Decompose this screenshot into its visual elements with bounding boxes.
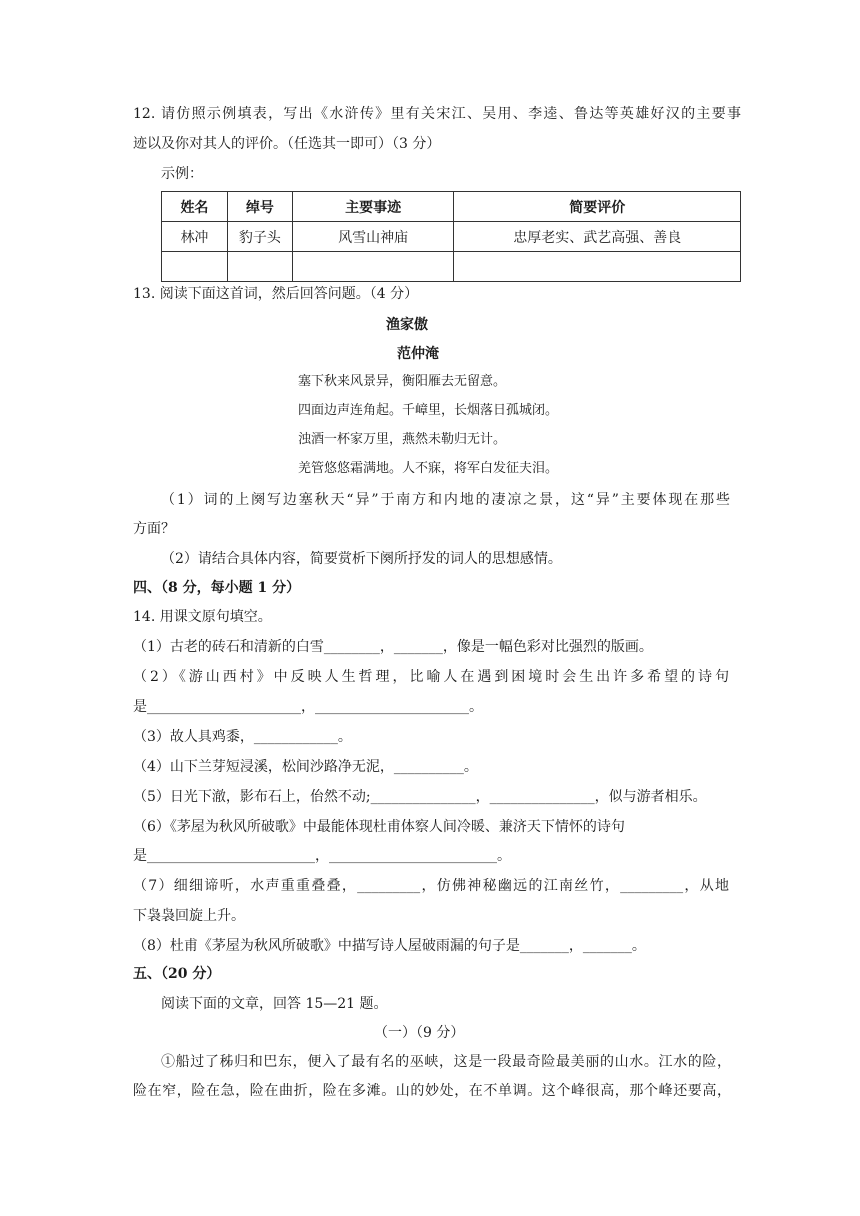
q14-item-6-line1: （6）《茅屋为秋风所破歌》中最能体现杜甫体察人间冷暖、兼济天下情怀的诗句: [133, 819, 625, 835]
q14-item-5: （5）日光下澈，影布石上，佁然不动;_______________，_______________，似与游者相乐。: [133, 789, 707, 805]
q13-prompt: 13. 阅读下面这首词，然后回答问题。（4 分）: [133, 286, 419, 302]
poem-line-1: 塞下秋来风景异，衡阳雁去无留意。: [298, 374, 507, 389]
poem-line-4: 羌管悠悠霜满地。人不寐，将军白发征夫泪。: [298, 461, 559, 476]
section4-heading: 四、（8 分，每小题 1 分）: [133, 580, 301, 596]
passage-line-1: ①船过了秭归和巴东，便入了最有名的巫峡，这是一段最奇险最美丽的山水。江水的险，: [161, 1054, 731, 1070]
blank-cell-evaluation[interactable]: [454, 252, 741, 282]
q14-item-6-line2: 是________________________，________________________。: [133, 848, 511, 864]
poem-author: 范仲淹: [397, 346, 439, 362]
cell-deeds: 风雪山神庙: [292, 222, 454, 252]
q14-item-4: （4）山下兰芽短浸溪，松间沙路净无泥，__________。: [133, 759, 478, 775]
cell-nickname: 豹子头: [227, 222, 292, 252]
cell-evaluation: 忠厚老实、武艺高强、善良: [454, 222, 741, 252]
table-row-example: [162, 222, 741, 252]
q12-table: [161, 191, 741, 282]
q14-item-3: （3）故人具鸡黍，____________。: [133, 729, 352, 745]
poem-line-3: 浊酒一杯家万里，燕然未勒归无计。: [298, 432, 507, 447]
passage-line-2: 险在窄，险在急，险在曲折，险在多滩。山的妙处，在不单调。这个峰很高，那个峰还要高，: [133, 1083, 731, 1099]
q13-sub2: （2）请结合具体内容，简要赏析下阕所抒发的词人的思想感情。: [161, 551, 562, 567]
q14-item-7-line2: 下袅袅回旋上升。: [133, 908, 245, 924]
poem-title: 渔家傲: [386, 317, 428, 333]
header-evaluation: 简要评价: [454, 192, 741, 222]
blank-cell-nickname[interactable]: [227, 252, 292, 282]
blank-cell-deeds[interactable]: [292, 252, 454, 282]
part1-title: （一）（9 分）: [374, 1025, 465, 1041]
section5-heading: 五、（20 分）: [133, 966, 221, 982]
table-row-blank: [162, 252, 741, 282]
q12-prompt-line2: 迹以及你对其人的评价。（任选其一即可）（3 分）: [133, 136, 441, 152]
header-deeds: 主要事迹: [292, 192, 454, 222]
header-nickname: 绰号: [227, 192, 292, 222]
q12-prompt-line1: 12. 请仿照示例填表，写出《水浒传》里有关宋江、吴用、李逵、鲁达等英雄好汉的主要事: [133, 106, 741, 122]
poem-line-2: 四面边声连角起。千嶂里，长烟落日孤城闭。: [298, 403, 559, 418]
header-name: 姓名: [162, 192, 228, 222]
q14-item-7-line1: （7）细细谛听，水声重重叠叠，_________，仿佛神秘幽远的江南丝竹，_________，从地: [133, 878, 729, 894]
q14-item-1: （1）古老的砖石和清新的白雪________，_______，像是一幅色彩对比强烈的版画。: [133, 639, 653, 655]
q14-item-2-line1: （2）《游山西村》中反映人生哲理，比喻人在遇到困境时会生出许多希望的诗句: [133, 669, 729, 685]
q14-item-2-line2: 是______________________，______________________。: [133, 699, 483, 715]
q13-sub1-line1: （1）词的上阕写边塞秋天“异”于南方和内地的凄凉之景，这“异”主要体现在那些: [161, 492, 730, 508]
section5-instruction: 阅读下面的文章，回答 15—21 题。: [161, 996, 388, 1012]
q14-prompt: 14. 用课文原句填空。: [133, 609, 272, 625]
q14-item-8: （8）杜甫《茅屋为秋风所破歌》中描写诗人屋破雨漏的句子是_______，_______。: [133, 938, 646, 954]
table-header-row: [162, 192, 741, 222]
blank-cell-name[interactable]: [162, 252, 228, 282]
cell-name: 林冲: [162, 222, 228, 252]
q12-example-label: 示例：: [161, 166, 203, 182]
q13-sub1-line2: 方面？: [133, 521, 175, 537]
